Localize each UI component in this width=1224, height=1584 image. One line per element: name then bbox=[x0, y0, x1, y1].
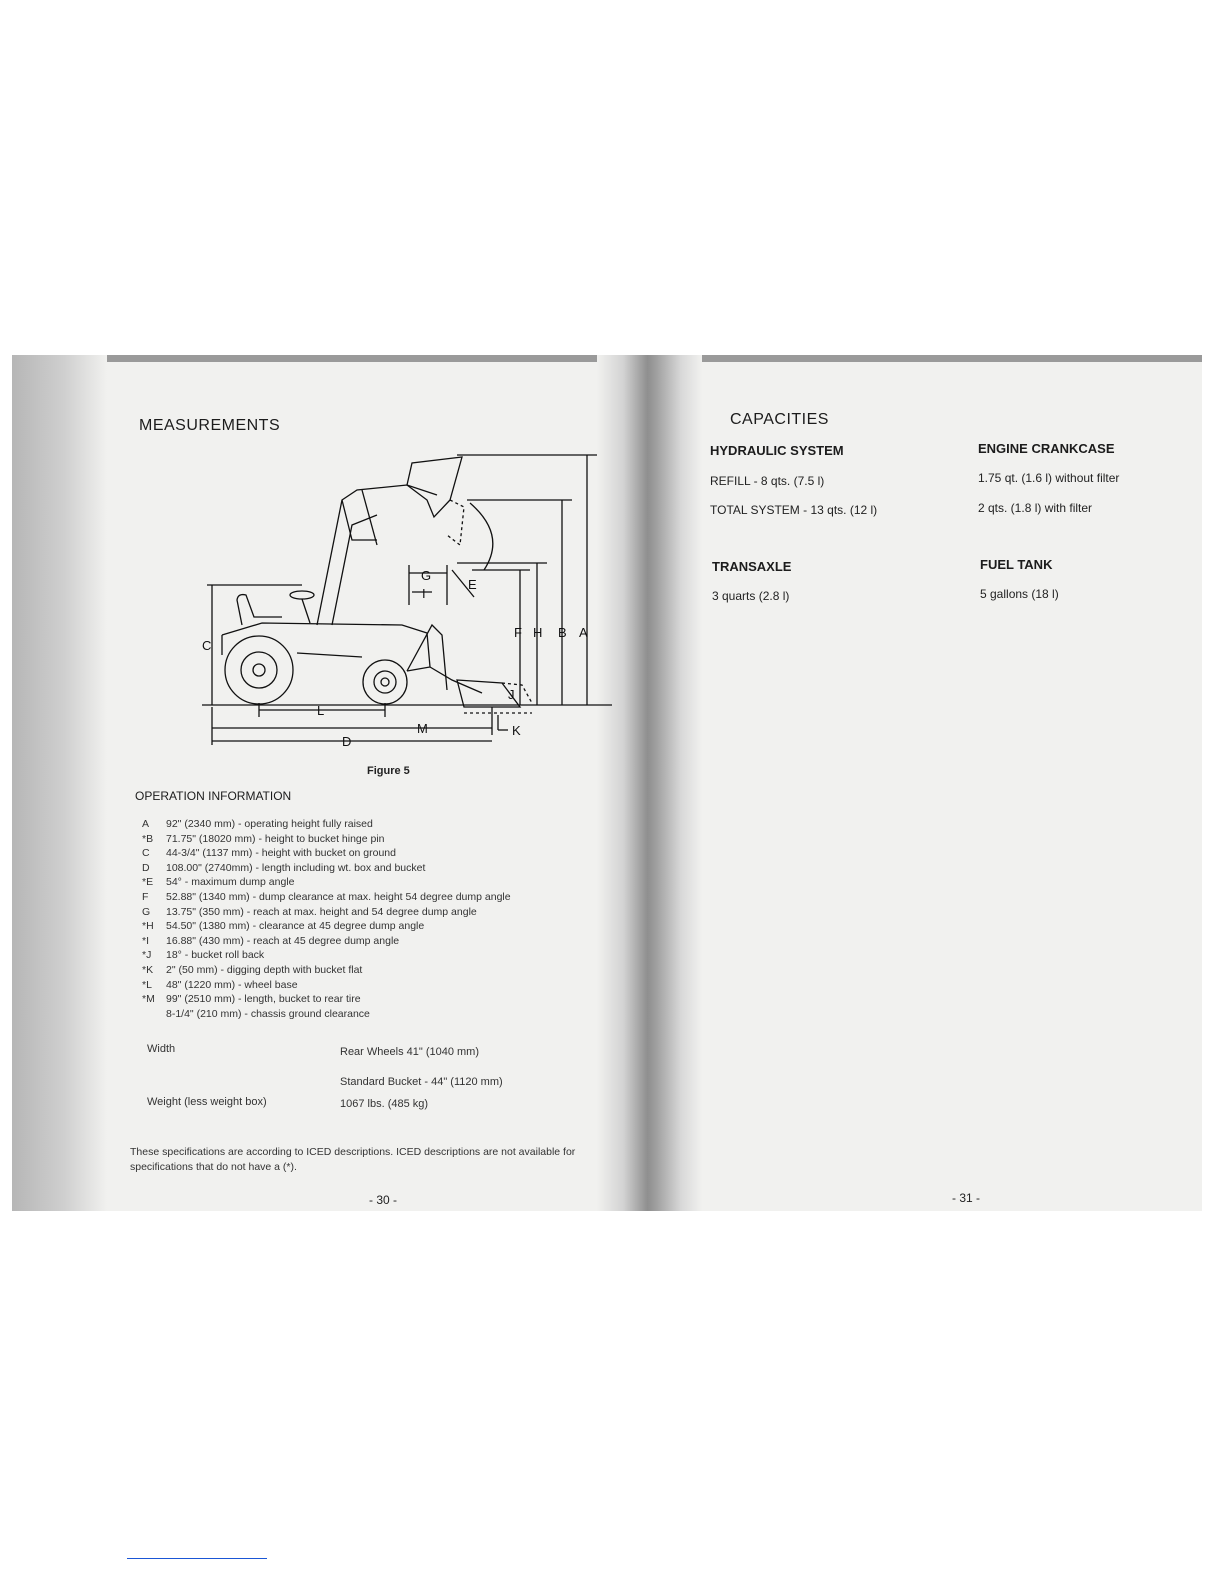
operation-text: 54° - maximum dump angle bbox=[166, 876, 295, 889]
operation-letter: *H bbox=[142, 920, 154, 933]
operation-heading: OPERATION INFORMATION bbox=[135, 789, 292, 803]
iced-footnote: These specifications are according to ICED descriptions. ICED descriptions are not available for specifications that do not have a (*). bbox=[130, 1146, 576, 1173]
fuel-tank-heading: FUEL TANK bbox=[980, 557, 1053, 572]
operation-letter: *B bbox=[142, 832, 154, 845]
weight-label: Weight (less weight box) bbox=[147, 1096, 267, 1108]
dim-label-b: B bbox=[558, 625, 567, 640]
operation-item bbox=[142, 817, 511, 832]
dim-label-m: M bbox=[417, 721, 428, 736]
operation-text: 16.88" (430 mm) - reach at 45 degree dump angle bbox=[166, 934, 400, 947]
dim-label-g: G bbox=[421, 568, 432, 583]
operation-letter: *L bbox=[142, 978, 152, 991]
width-label: Width bbox=[147, 1043, 176, 1055]
hydraulic-total: TOTAL SYSTEM - 13 qts. (12 l) bbox=[710, 503, 878, 517]
operation-item bbox=[142, 1007, 511, 1022]
operation-item bbox=[142, 978, 511, 993]
operation-letter: *I bbox=[142, 934, 150, 947]
crankcase-without-filter: 1.75 qt. (1.6 l) without filter bbox=[978, 471, 1120, 485]
operation-text: 2" (50 mm) - digging depth with bucket flat bbox=[166, 963, 363, 976]
operation-letter: A bbox=[142, 818, 150, 830]
operation-letter bbox=[142, 1007, 166, 1022]
dim-label-f: F bbox=[514, 625, 522, 640]
transaxle-heading: TRANSAXLE bbox=[712, 559, 792, 574]
dim-label-c: C bbox=[202, 638, 212, 653]
operation-item bbox=[142, 846, 511, 861]
width-standard-bucket: Standard Bucket - 44" (1120 mm) bbox=[340, 1076, 503, 1088]
operation-item bbox=[142, 948, 511, 963]
operation-text: 48" (1220 mm) - wheel base bbox=[166, 978, 298, 991]
operation-item bbox=[142, 919, 511, 934]
dim-label-h: H bbox=[533, 625, 543, 640]
page-number-left: - 30 - bbox=[369, 1193, 398, 1207]
crankcase-heading: ENGINE CRANKCASE bbox=[978, 441, 1115, 456]
dim-label-d: D bbox=[342, 734, 352, 749]
operation-item bbox=[142, 905, 511, 920]
scanned-spread bbox=[12, 355, 1202, 1211]
dim-label-k: K bbox=[512, 723, 521, 738]
dim-label-i: I bbox=[422, 586, 426, 601]
operation-letter: C bbox=[142, 847, 150, 860]
operation-text: 44-3/4" (1137 mm) - height with bucket on ground bbox=[166, 847, 396, 860]
operation-list bbox=[142, 817, 511, 1021]
page-number-right: - 31 - bbox=[952, 1191, 981, 1205]
operation-item bbox=[142, 963, 511, 978]
operation-text: 99" (2510 mm) - length, bucket to rear tire bbox=[166, 993, 361, 1006]
operation-letter: *J bbox=[142, 949, 152, 962]
operation-item bbox=[142, 890, 511, 905]
dim-label-e: E bbox=[468, 577, 477, 592]
fuel-tank-value: 5 gallons (18 l) bbox=[980, 587, 1059, 601]
width-rear-wheels: Rear Wheels 41" (1040 mm) bbox=[340, 1046, 480, 1058]
operation-item bbox=[142, 934, 511, 949]
figure-caption: Figure 5 bbox=[367, 765, 410, 777]
crankcase-with-filter: 2 qts. (1.8 l) with filter bbox=[978, 501, 1093, 515]
loader-diagram bbox=[202, 445, 622, 760]
operation-item bbox=[142, 875, 511, 890]
operation-letter: G bbox=[142, 905, 151, 918]
operation-letter: F bbox=[142, 890, 149, 903]
operation-text: 18° - bucket roll back bbox=[166, 949, 265, 962]
hydraulic-refill: REFILL - 8 qts. (7.5 l) bbox=[710, 474, 825, 488]
operation-item bbox=[142, 992, 511, 1007]
transaxle-value: 3 quarts (2.8 l) bbox=[712, 589, 790, 603]
operation-text: 92" (2340 mm) - operating height fully raised bbox=[166, 818, 373, 830]
operation-letter: *K bbox=[142, 963, 154, 976]
scan-left-shadow bbox=[12, 355, 107, 1211]
operation-letter: *M bbox=[142, 993, 155, 1006]
operation-text: 52.88" (1340 mm) - dump clearance at max. height 54 degree dump angle bbox=[166, 890, 511, 903]
right-page bbox=[702, 355, 1202, 1211]
operation-letter: D bbox=[142, 861, 150, 874]
capacities-title: CAPACITIES bbox=[730, 411, 829, 428]
measurements-title: MEASUREMENTS bbox=[139, 417, 281, 434]
operation-text: 54.50" (1380 mm) - clearance at 45 degree dump angle bbox=[166, 920, 425, 933]
operation-text: 108.00" (2740mm) - length including wt. box and bucket bbox=[166, 861, 426, 874]
dim-label-j: J bbox=[508, 687, 515, 702]
operation-letter: *E bbox=[142, 876, 154, 889]
footer-rule bbox=[127, 1558, 267, 1559]
operation-text: 71.75" (18020 mm) - height to bucket hinge pin bbox=[166, 832, 385, 845]
dim-label-a: A bbox=[579, 625, 588, 640]
weight-value: 1067 lbs. (485 kg) bbox=[340, 1098, 429, 1110]
dim-label-l: L bbox=[317, 703, 325, 718]
operation-item bbox=[142, 861, 511, 876]
left-page bbox=[107, 355, 597, 1211]
operation-item bbox=[142, 832, 511, 847]
operation-text: 13.75" (350 mm) - reach at max. height and 54 degree dump angle bbox=[166, 905, 477, 918]
operation-text: 8-1/4" (210 mm) - chassis ground clearance bbox=[166, 1007, 370, 1020]
hydraulic-heading: HYDRAULIC SYSTEM bbox=[710, 443, 844, 458]
